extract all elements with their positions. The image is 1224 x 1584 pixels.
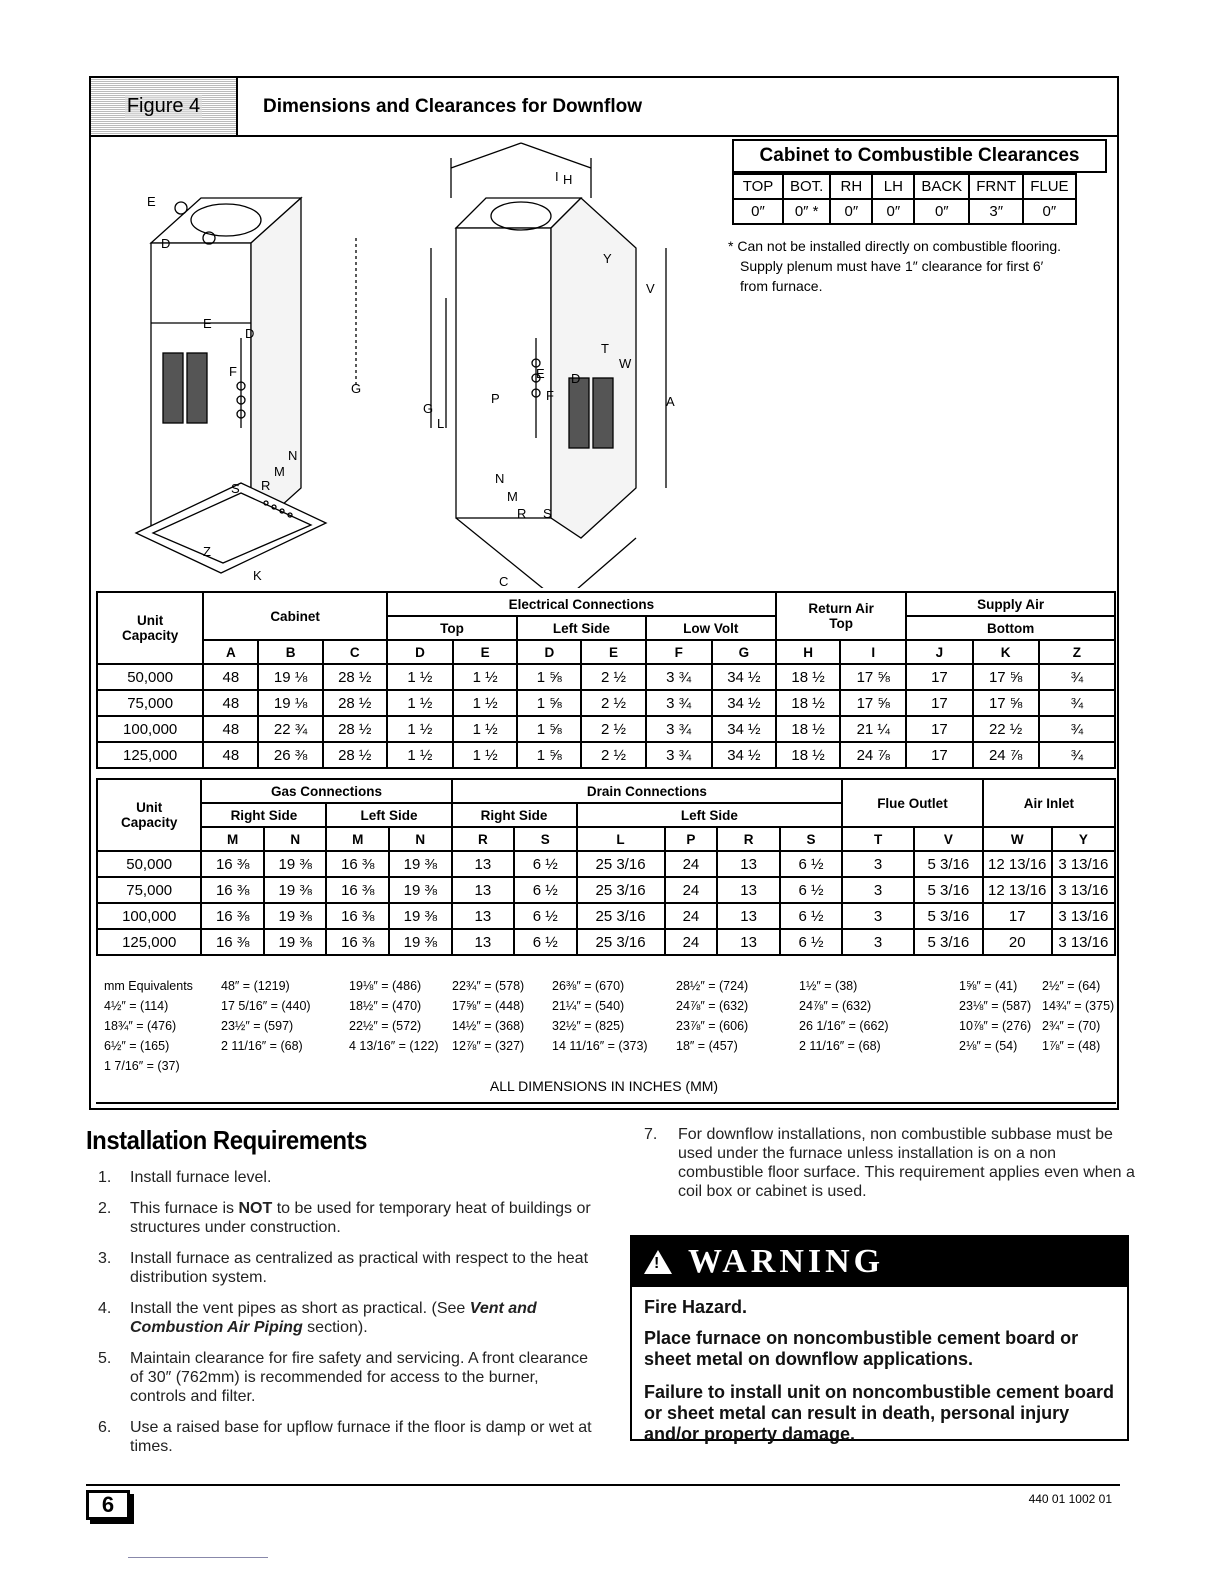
- svg-text:M: M: [507, 489, 518, 504]
- svg-text:C: C: [499, 574, 509, 588]
- table-cell: 3: [842, 851, 914, 877]
- table-cell: 75,000: [97, 690, 203, 716]
- mm-row: [104, 1016, 1114, 1036]
- mm-value: 18½″ = (470): [349, 999, 422, 1013]
- warning-line-2: Place furnace on noncombustible cement board or sheet metal on downflow applications.: [644, 1328, 1079, 1369]
- svg-text:E: E: [147, 194, 156, 209]
- footer-rule: [86, 1484, 1120, 1486]
- table-cell: 5 3/16: [914, 877, 983, 903]
- table-cell: 13: [452, 903, 515, 929]
- mm-value: 2⅛″ = (54): [959, 1039, 1018, 1053]
- clearances-table: [732, 173, 1077, 225]
- table-cell: 28 ½: [323, 690, 387, 716]
- document-number: 440 01 1002 01: [1028, 1492, 1112, 1506]
- mm-equivalents: [104, 976, 1114, 1076]
- table-cell: 19 ⅜: [264, 929, 327, 955]
- table-cell: 17 ⅝: [840, 664, 906, 690]
- table-cell: 6 ½: [780, 903, 842, 929]
- clearances-value-row: 0″ 0″ * 0″ 0″ 0″ 3″ 0″: [733, 199, 1076, 224]
- table-cell: 1 ½: [387, 664, 453, 690]
- warning-line-1: Fire Hazard.: [644, 1297, 748, 1317]
- table-cell: 1 ½: [387, 742, 453, 768]
- table-cell: 19 ⅜: [264, 877, 327, 903]
- table-cell: 1 ½: [387, 690, 453, 716]
- clearances-title: Cabinet to Combustible Clearances: [732, 139, 1107, 173]
- svg-text:G: G: [351, 381, 362, 396]
- svg-text:H: H: [563, 172, 573, 187]
- svg-text:P: P: [491, 391, 500, 406]
- table-cell: 34 ½: [712, 742, 776, 768]
- svg-text:F: F: [546, 388, 554, 403]
- table-cell: 50,000: [97, 851, 201, 877]
- figure-tag: Figure 4: [91, 78, 238, 135]
- table-cell: 50,000: [97, 664, 203, 690]
- table-cell: 16 ⅜: [326, 851, 389, 877]
- table-cell: 6 ½: [780, 851, 842, 877]
- table-cell: 18 ½: [776, 716, 840, 742]
- svg-text:V: V: [646, 281, 655, 296]
- table-cell: 13: [452, 929, 515, 955]
- table-cell: 19 ⅜: [264, 851, 327, 877]
- table-cell: 3 13/16: [1052, 851, 1115, 877]
- table-cell: 1 ⅝: [517, 690, 581, 716]
- table-cell: 2 ½: [581, 690, 645, 716]
- table-cell: 17 ⅝: [973, 690, 1039, 716]
- mm-value: 2½″ = (64): [1042, 979, 1101, 993]
- mm-value: 24⅞″ = (632): [799, 999, 872, 1013]
- warning-box: [630, 1235, 1129, 1444]
- table-cell: 2 ½: [581, 742, 645, 768]
- table-cell: 26 ⅜: [258, 742, 322, 768]
- mm-value: 18″ = (457): [676, 1039, 738, 1053]
- table-cell: 5 3/16: [914, 903, 983, 929]
- mm-value: 26 1/16″ = (662): [799, 1019, 889, 1033]
- svg-text:S: S: [231, 481, 240, 496]
- table-cell: 25 3/16: [577, 929, 665, 955]
- table-cell: 100,000: [97, 716, 203, 742]
- table-cell: 3: [842, 877, 914, 903]
- furnace-drawing: [91, 138, 731, 588]
- table-cell: 13: [717, 903, 779, 929]
- figure-box: [89, 76, 1119, 1110]
- table-cell: 34 ½: [712, 690, 776, 716]
- mm-value: 26⅜″ = (670): [552, 979, 625, 993]
- table-cell: 19 ⅜: [264, 903, 327, 929]
- table-cell: 5 3/16: [914, 851, 983, 877]
- table-cell: 6 ½: [514, 877, 576, 903]
- drain-header: Drain Connections: [452, 779, 843, 803]
- mm-value: 28½″ = (724): [676, 979, 749, 993]
- mm-value: 1⅞″ = (48): [1042, 1039, 1101, 1053]
- table-cell: 20: [983, 929, 1052, 955]
- table-cell: 19 ⅜: [389, 851, 452, 877]
- svg-text:I: I: [555, 169, 559, 184]
- table-cell: 19 ⅛: [258, 690, 322, 716]
- electrical-header: Electrical Connections: [387, 592, 776, 616]
- mm-value: 23⅛″ = (587): [959, 999, 1032, 1013]
- section-title: Installation Requirements: [86, 1125, 367, 1155]
- svg-text:K: K: [253, 568, 262, 583]
- table-cell: 3 ¾: [646, 690, 712, 716]
- table-cell: 48: [203, 690, 258, 716]
- table-cell: 1 ⅝: [517, 742, 581, 768]
- air-inlet-header: Air Inlet: [983, 779, 1115, 827]
- svg-text:L: L: [437, 416, 445, 431]
- dimensions-footnote: ALL DIMENSIONS IN INCHES (MM): [489, 1078, 719, 1094]
- mm-value: 1⅝″ = (41): [959, 979, 1018, 993]
- list-item: 2. This furnace is NOT to be used for temporary heat of buildings or structures under construction.: [98, 1200, 591, 1236]
- figure-title: Dimensions and Clearances for Downflow: [263, 96, 643, 117]
- unit-capacity-header: Unit Capacity: [97, 592, 203, 664]
- table-cell: 2 ½: [581, 716, 645, 742]
- warning-banner: [632, 1237, 1127, 1287]
- mm-row: [104, 996, 1114, 1016]
- table-row: [97, 851, 1115, 877]
- list-item: 3. Install furnace as centralized as practical with respect to the heat distribution system.: [98, 1250, 589, 1286]
- table1-body: [97, 664, 1115, 768]
- figure-header: [91, 78, 1117, 137]
- svg-text:Y: Y: [603, 251, 612, 266]
- table-cell: 16 ⅜: [201, 903, 264, 929]
- table-cell: 1 ⅝: [517, 716, 581, 742]
- svg-text:E: E: [203, 316, 212, 331]
- table-row: [97, 742, 1115, 768]
- table-cell: 24: [665, 877, 718, 903]
- mm-value: mm Equivalents: [104, 979, 193, 993]
- mm-value: 24⅞″ = (632): [676, 999, 749, 1013]
- table-cell: 6 ½: [780, 929, 842, 955]
- svg-text:E: E: [536, 366, 545, 381]
- table-cell: 25 3/16: [577, 877, 665, 903]
- table-cell: 48: [203, 716, 258, 742]
- table-cell: 48: [203, 742, 258, 768]
- table-cell: 18 ½: [776, 690, 840, 716]
- table-cell: 13: [717, 929, 779, 955]
- table-cell: 17 ⅝: [840, 690, 906, 716]
- table-row: [97, 716, 1115, 742]
- mm-value: 4 13/16″ = (122): [349, 1039, 439, 1053]
- table-cell: 48: [203, 664, 258, 690]
- table-row: [97, 903, 1115, 929]
- table-cell: 13: [717, 851, 779, 877]
- svg-text:W: W: [619, 356, 632, 371]
- table-cell: 5 3/16: [914, 929, 983, 955]
- table-cell: 13: [717, 877, 779, 903]
- table2-column-row: M N M N R S L P R S T V W Y: [97, 827, 1115, 851]
- table-cell: 3 ¾: [646, 664, 712, 690]
- dimensions-table-2: Unit Capacity Gas Connections Drain Connections Flue Outlet Air Inlet Right Side Left Side Right Side Left Side M N M N R S L P R S T V W Y 50,000 16 ⅜ 19 ⅜ 16 ⅜ 19 ⅜ 13 6 ½ 25 3/16 24 13 6 ½ 3 5 3/16 12 13/16 3 13/16 75,000 16 ⅜ 19 ⅜ 16 ⅜ 19 ⅜ 13 6 ½ 25 3/16 24 13 6 ½ 3 5 3/16 12 13/16 3 13/16 100,000 16 ⅜ 19 ⅜ 16 ⅜ 19 ⅜ 13 6 ½ 25 3/16 24 13 6 ½ 3 5 3/16 17 3 13/16 125,000 16 ⅜ 19 ⅜ 16 ⅜ 19 ⅜ 13 6 ½ 25 3/16 24 13 6 ½ 3 5 3/16 20 3 13/16: [96, 778, 1116, 956]
- svg-text:S: S: [543, 506, 552, 521]
- table-cell: 34 ½: [712, 716, 776, 742]
- mm-value: 48″ = (1219): [221, 979, 290, 993]
- table-cell: 3 ¾: [646, 742, 712, 768]
- list-item: 4. Install the vent pipes as short as practical. (See Vent and Combustion Air Piping section).: [98, 1300, 537, 1336]
- table-cell: ¾: [1039, 690, 1115, 716]
- list-item: 1. Install furnace level.: [98, 1169, 272, 1186]
- table-cell: 25 3/16: [577, 851, 665, 877]
- table-cell: 22 ½: [973, 716, 1039, 742]
- table-cell: 1 ½: [387, 716, 453, 742]
- table-cell: 13: [452, 851, 515, 877]
- table-cell: 16 ⅜: [326, 903, 389, 929]
- mm-value: 14 11/16″ = (373): [552, 1039, 648, 1053]
- right-column: [642, 1125, 1138, 1213]
- table-cell: 75,000: [97, 877, 201, 903]
- table-cell: 17: [906, 690, 972, 716]
- table-cell: 16 ⅜: [201, 877, 264, 903]
- table-cell: 16 ⅜: [326, 929, 389, 955]
- table-cell: 25 3/16: [577, 903, 665, 929]
- table-cell: 1 ½: [453, 690, 517, 716]
- table-cell: 3: [842, 903, 914, 929]
- supply-air-header: Supply Air: [906, 592, 1115, 616]
- table-cell: 16 ⅜: [326, 877, 389, 903]
- clearances-note: * Can not be installed directly on combustible flooring. Supply plenum must have 1″ clearance for first 6′ from furnace.: [728, 238, 1062, 294]
- unit-capacity-header-2: Unit Capacity: [97, 779, 201, 851]
- table-cell: 19 ⅜: [389, 903, 452, 929]
- table-cell: 16 ⅜: [201, 929, 264, 955]
- svg-text:A: A: [666, 394, 675, 409]
- table-cell: 125,000: [97, 929, 201, 955]
- mm-value: 32½″ = (825): [552, 1019, 625, 1033]
- mm-value: 2¾″ = (70): [1042, 1019, 1101, 1033]
- mm-value: 1 7/16″ = (37): [104, 1059, 180, 1073]
- svg-text:T: T: [601, 341, 609, 356]
- table-cell: 100,000: [97, 903, 201, 929]
- table-cell: 16 ⅜: [201, 851, 264, 877]
- table-cell: 34 ½: [712, 664, 776, 690]
- table2-body: [97, 851, 1115, 955]
- table-cell: 6 ½: [514, 903, 576, 929]
- table-cell: 24 ⅞: [973, 742, 1039, 768]
- flue-outlet-header: Flue Outlet: [842, 779, 983, 827]
- table-cell: 3: [842, 929, 914, 955]
- table-row: [97, 929, 1115, 955]
- svg-text:D: D: [245, 326, 255, 341]
- table-cell: 125,000: [97, 742, 203, 768]
- table-cell: 17 ⅝: [973, 664, 1039, 690]
- table-cell: 22 ¾: [258, 716, 322, 742]
- table-cell: 3 ¾: [646, 716, 712, 742]
- table-cell: ¾: [1039, 664, 1115, 690]
- svg-text:N: N: [495, 471, 505, 486]
- svg-text:F: F: [229, 364, 237, 379]
- mm-value: 21¼″ = (540): [552, 999, 625, 1013]
- mm-value: 6½″ = (165): [104, 1039, 170, 1053]
- table-cell: 19 ⅜: [389, 929, 452, 955]
- table-cell: 18 ½: [776, 664, 840, 690]
- return-air-header: Return Air Top: [776, 592, 906, 640]
- table-cell: 28 ½: [323, 664, 387, 690]
- svg-text:M: M: [274, 464, 285, 479]
- warning-line-3: Failure to install unit on noncombustible cement board or sheet metal can result in death, personal injury and/or property damage.: [644, 1382, 1115, 1444]
- table-cell: 1 ½: [453, 716, 517, 742]
- mm-value: 4½″ = (114): [104, 999, 169, 1013]
- mm-value: 23½″ = (597): [221, 1019, 294, 1033]
- table-cell: 17: [983, 903, 1052, 929]
- mm-value: 17 5/16″ = (440): [221, 999, 311, 1013]
- table-cell: 19 ⅛: [258, 664, 322, 690]
- table-cell: 28 ½: [323, 716, 387, 742]
- svg-text:D: D: [161, 236, 171, 251]
- mm-value: 19⅛″ = (486): [349, 979, 422, 993]
- cabinet-header: Cabinet: [203, 592, 387, 640]
- table-cell: 28 ½: [323, 742, 387, 768]
- stub-line: [128, 1557, 268, 1558]
- table-cell: 24: [665, 903, 718, 929]
- table-cell: ¾: [1039, 742, 1115, 768]
- table-cell: 24 ⅞: [840, 742, 906, 768]
- table-cell: 12 13/16: [983, 877, 1052, 903]
- mm-value: 12⅞″ = (327): [452, 1039, 525, 1053]
- installation-requirements: [86, 1125, 596, 1468]
- table-row: [97, 690, 1115, 716]
- table-cell: 19 ⅜: [389, 877, 452, 903]
- table-cell: 3 13/16: [1052, 929, 1115, 955]
- table-cell: 17: [906, 716, 972, 742]
- svg-text:G: G: [423, 401, 434, 416]
- list-item: 7. For downflow installations, non combustible subbase must be used under the furnace unless installation is on a non combustible floor surface. This requirement applies even when a coil box or cabinet is used.: [644, 1126, 1135, 1200]
- table-cell: 1 ⅝: [517, 664, 581, 690]
- list-item: 6. Use a raised base for upflow furnace if the floor is damp or wet at times.: [98, 1419, 592, 1455]
- svg-text:N: N: [288, 448, 298, 463]
- table-cell: 6 ½: [514, 851, 576, 877]
- svg-text:Z: Z: [203, 544, 211, 559]
- table-cell: 18 ½: [776, 742, 840, 768]
- clearances-header-row: TOP BOT. RH LH BACK FRNT FLUE: [733, 174, 1076, 199]
- table-cell: 6 ½: [514, 929, 576, 955]
- mm-value: 22½″ = (572): [349, 1019, 422, 1033]
- table-cell: 1 ½: [453, 742, 517, 768]
- table-cell: ¾: [1039, 716, 1115, 742]
- mm-row: [104, 1056, 1114, 1076]
- list-item: 5. Maintain clearance for fire safety and servicing. A front clearance of 30″ (762mm) is recommended for access to the burner, controls and filter.: [98, 1350, 589, 1405]
- mm-value: 23⅞″ = (606): [676, 1019, 749, 1033]
- gas-header: Gas Connections: [201, 779, 451, 803]
- table-cell: 21 ¼: [840, 716, 906, 742]
- warning-triangle-icon: !: [644, 1250, 672, 1274]
- mm-value: 17⅝″ = (448): [452, 999, 525, 1013]
- mm-row: [104, 976, 1114, 996]
- svg-text:D: D: [571, 371, 581, 386]
- inner-divider: [96, 1102, 1116, 1104]
- mm-value: 1½″ = (38): [799, 979, 858, 993]
- table-cell: 17: [906, 664, 972, 690]
- svg-text:R: R: [517, 506, 527, 521]
- mm-row: [104, 1036, 1114, 1056]
- mm-value: 2 11/16″ = (68): [221, 1039, 303, 1053]
- table-cell: 17: [906, 742, 972, 768]
- mm-value: 14½″ = (368): [452, 1019, 525, 1033]
- table-cell: 13: [452, 877, 515, 903]
- table-cell: 24: [665, 929, 718, 955]
- mm-value: 2 11/16″ = (68): [799, 1039, 881, 1053]
- table1-column-row: A B C D E D E F G H I J K Z: [97, 640, 1115, 664]
- dimensions-table-1: Unit Capacity Cabinet Electrical Connections Return Air Top Supply Air Top Left Side Low Volt Bottom A B C D E D E F G H I J K Z 50,000 48 19 ⅛ 28 ½ 1 ½ 1 ½ 1 ⅝ 2 ½ 3 ¾ 34 ½ 18 ½ 17 ⅝ 17 17 ⅝ ¾ 75,000 48 19 ⅛ 28 ½ 1 ½ 1 ½ 1 ⅝ 2 ½ 3 ¾ 34 ½ 18 ½ 17 ⅝ 17 17 ⅝ ¾ 100,000 48 22 ¾ 28 ½ 1 ½ 1 ½ 1 ⅝ 2 ½ 3 ¾ 34 ½ 18 ½ 21 ¼ 17 22 ½ ¾ 125,000 48 26 ⅜ 28 ½ 1 ½ 1 ½ 1 ⅝ 2 ½ 3 ¾ 34 ½ 18 ½ 24 ⅞ 17 24 ⅞ ¾: [96, 591, 1116, 769]
- table-cell: 1 ½: [453, 664, 517, 690]
- table-row: [97, 664, 1115, 690]
- table-cell: 3 13/16: [1052, 903, 1115, 929]
- table-cell: 3 13/16: [1052, 877, 1115, 903]
- table-cell: 2 ½: [581, 664, 645, 690]
- table-cell: 6 ½: [780, 877, 842, 903]
- mm-value: 14¾″ = (375): [1042, 999, 1115, 1013]
- table-row: [97, 877, 1115, 903]
- mm-value: 18¾″ = (476): [104, 1019, 177, 1033]
- mm-value: 10⅞″ = (276): [959, 1019, 1032, 1033]
- table-cell: 12 13/16: [983, 851, 1052, 877]
- svg-text:R: R: [261, 478, 271, 493]
- page-number: 6: [86, 1490, 130, 1520]
- table-cell: 24: [665, 851, 718, 877]
- warning-word: WARNING: [688, 1243, 885, 1280]
- mm-value: 22¾″ = (578): [452, 979, 525, 993]
